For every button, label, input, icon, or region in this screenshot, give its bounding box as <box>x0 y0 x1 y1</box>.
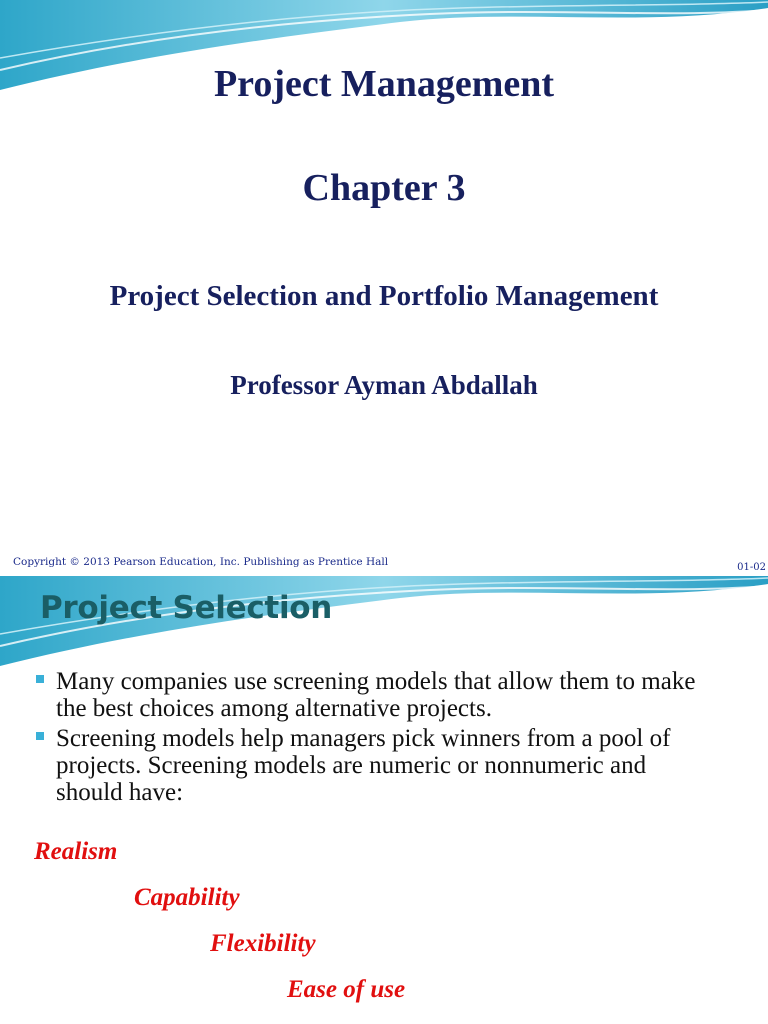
quality-flexibility: Flexibility <box>210 930 316 957</box>
copyright-notice: Copyright © 2013 Pearson Education, Inc. Publishing as Prentice Hall <box>13 556 389 568</box>
content-slide <box>0 576 768 1024</box>
square-bullet-icon <box>36 675 44 683</box>
quality-capability: Capability <box>134 884 240 911</box>
chapter-heading: Chapter 3 <box>302 167 466 209</box>
bullet-item <box>34 725 714 806</box>
quality-realism: Realism <box>34 838 118 865</box>
presenter-name: Professor Ayman Abdallah <box>230 370 538 400</box>
bullet-list <box>34 668 714 809</box>
bullet-item <box>34 668 714 722</box>
slide-number: 01-02 <box>737 562 766 573</box>
quality-ease-of-use: Ease of use <box>287 976 406 1003</box>
slide-heading: Project Selection <box>40 590 333 626</box>
slide-title: Project Management <box>213 63 555 105</box>
bullet-text: Screening models help managers pick winners from a pool of projects. Screening models are numeric or nonnumeric and should have: <box>56 725 671 806</box>
bullet-text: Many companies use screening models that allow them to make the best choices among alternative projects. <box>56 668 696 722</box>
slide-subtitle: Project Selection and Portfolio Management <box>109 280 659 312</box>
square-bullet-icon <box>36 732 44 740</box>
